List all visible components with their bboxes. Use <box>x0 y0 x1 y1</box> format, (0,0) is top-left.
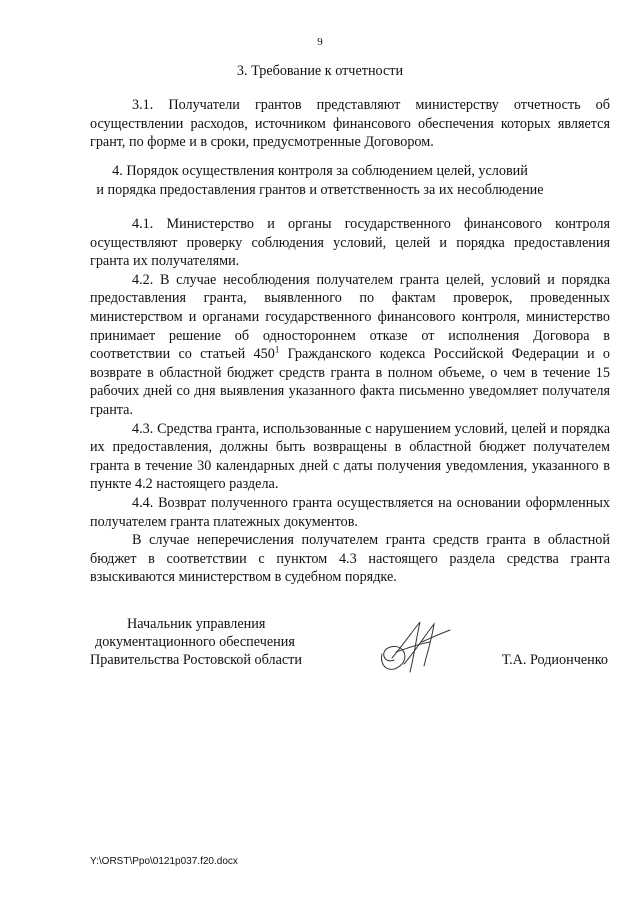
signatory-title-line-2: документационного обеспечения <box>95 634 295 650</box>
article-superscript: 1 <box>274 344 280 355</box>
section-4-body <box>90 215 610 587</box>
handwritten-signature <box>374 614 458 678</box>
paragraph-4-3: 4.3. Средства гранта, использованные с нарушением условий, целей и порядка их предоставления, должны быть возвращены в областной бюджет получателем гранта в течение 30 календарных дней с даты получения уведомления, указанного в пункте 4.2 настоящего раздела. <box>90 420 610 493</box>
paragraph-4-2-text-a: 4.2. В случае несоблюдения получателем гранта целей, условий и порядка предоставления гранта, выявленного по фактам проверок, проведенных министерством и органами государственного финансового контроля, министерство принимает решение об одностороннем отказе от исполнения Договора в соответствии со статьей 450 <box>90 271 610 363</box>
section-4-title-line-2: и порядка предоставления грантов и ответственность за их несоблюдение <box>96 182 544 198</box>
signatory-title-line-1: Начальник управления <box>127 616 266 632</box>
signatory-name: Т.А. Родионченко <box>501 652 608 668</box>
paragraph-3-1: 3.1. Получатели грантов представляют министерству отчетность об осуществлении расходов, источником финансового обеспечения которых является грант, по форме и в сроки, предусмотренные Договором. <box>90 97 610 151</box>
paragraph-4-4: 4.4. Возврат полученного гранта осуществляется на основании оформленных получателем гранта платежных документов. <box>90 494 610 530</box>
signatory-title-line-3: Правительства Ростовской области <box>90 652 302 668</box>
section-3-body <box>90 96 610 152</box>
paragraph-4-2-text-b: Гражданского кодекса Российской Федерации и о возврате в областной бюджет средств гранта в полном объеме, о чем в течение 15 рабочих дней со дня выявления указанного факта письменно уведомляет получателя гранта. <box>90 346 610 418</box>
paragraph-4-1: 4.1. Министерство и органы государственного финансового контроля осуществляют проверку соблюдения условий, целей и порядка предоставления гранта их получателями. <box>90 216 610 270</box>
paragraph-4-5: В случае неперечисления получателем гранта средств гранта в областной бюджет в соответствии с пунктом 4.3 настоящего раздела средства гранта взыскиваются министерством в судебном порядке. <box>90 532 610 586</box>
paragraph-4-2 <box>90 271 610 420</box>
signature-tail-stroke <box>422 630 450 642</box>
section-4-title-line-1: 4. Порядок осуществления контроля за соблюдением целей, условий <box>112 163 528 179</box>
file-path-footer: Y:\ORST\Ppo\0121p037.f20.docx <box>90 856 238 867</box>
page-number: 9 <box>317 36 323 48</box>
section-3-title: 3. Требование к отчетности <box>236 63 404 79</box>
